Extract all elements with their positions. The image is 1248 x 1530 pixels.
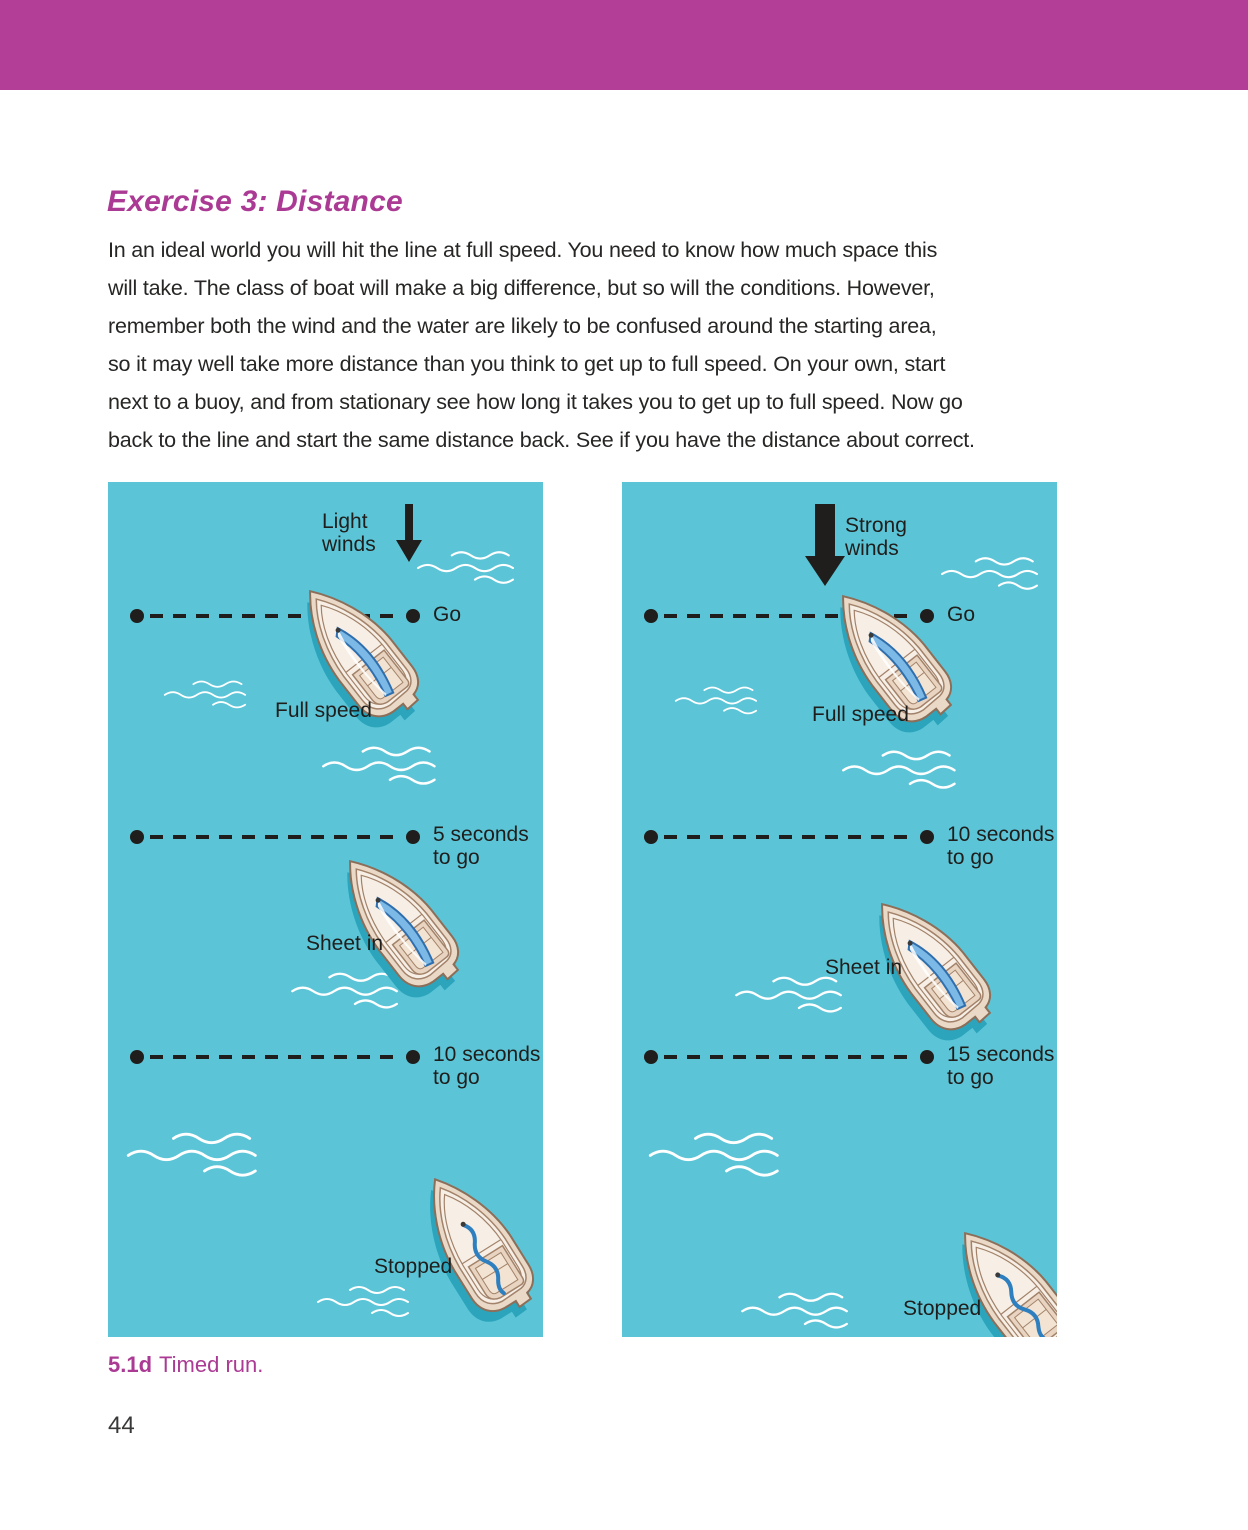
body-line: remember both the wind and the water are likely to be confused around the starting area, — [108, 314, 937, 338]
page-title: Exercise 3: Distance — [107, 185, 403, 218]
water-ripples-icon — [940, 554, 1057, 592]
boat-label: Stopped — [374, 1255, 453, 1278]
start-line-label: 5 seconds to go — [433, 823, 529, 869]
start-line-label: 10 seconds to go — [433, 1043, 541, 1089]
water-ripples-icon — [416, 548, 534, 586]
water-ripples-icon — [316, 1284, 428, 1318]
start-line — [643, 1049, 935, 1065]
body-line: back to the line and start the same distance back. See if you have the distance about correct. — [108, 428, 975, 452]
water-ripples-icon — [740, 1290, 870, 1330]
body-line: so it may well take more distance than you think to get up to full speed. On your own, start — [108, 352, 946, 376]
boat-label: Sheet in — [306, 932, 384, 955]
page-number: 44 — [108, 1412, 135, 1439]
water-ripples-icon — [734, 974, 864, 1014]
figure-caption — [108, 1352, 263, 1378]
body-paragraph — [108, 231, 1088, 459]
boat-label: Sheet in — [825, 956, 903, 979]
start-line-label: Go — [433, 603, 462, 626]
water-ripples-icon — [320, 744, 460, 786]
wind-arrow-icon — [396, 504, 422, 562]
water-ripples-icon — [163, 678, 263, 710]
start-line-label: Go — [947, 603, 976, 626]
figure-caption-number: 5.1d — [108, 1352, 153, 1377]
wind-label: Strong winds — [845, 514, 907, 560]
water-ripples-icon — [122, 1130, 287, 1178]
figure-timed-run — [108, 482, 1057, 1337]
body-line: will take. The class of boat will make a big difference, but so will the conditions. However, — [108, 276, 935, 300]
diagram-strong-winds — [622, 482, 1057, 1337]
start-line — [643, 829, 935, 845]
start-line-label: 10 seconds to go — [947, 823, 1055, 869]
start-line-label: 15 seconds to go — [947, 1043, 1055, 1089]
boat-label: Full speed — [812, 703, 909, 726]
wind-label: Light winds — [322, 510, 376, 556]
wind-arrow-icon — [805, 504, 845, 586]
header-bar — [0, 0, 1248, 90]
water-ripples-icon — [644, 1130, 809, 1178]
water-ripples-icon — [674, 684, 774, 716]
diagram-light-winds — [108, 482, 543, 1337]
body-line: In an ideal world you will hit the line at full speed. You need to know how much space this — [108, 238, 938, 262]
boat-label: Full speed — [275, 699, 372, 722]
figure-caption-text: Timed run. — [159, 1352, 264, 1377]
start-line — [129, 1049, 421, 1065]
boat-label: Stopped — [903, 1297, 982, 1320]
body-line: next to a buoy, and from stationary see how long it takes you to get up to full speed. Now go — [108, 390, 963, 414]
